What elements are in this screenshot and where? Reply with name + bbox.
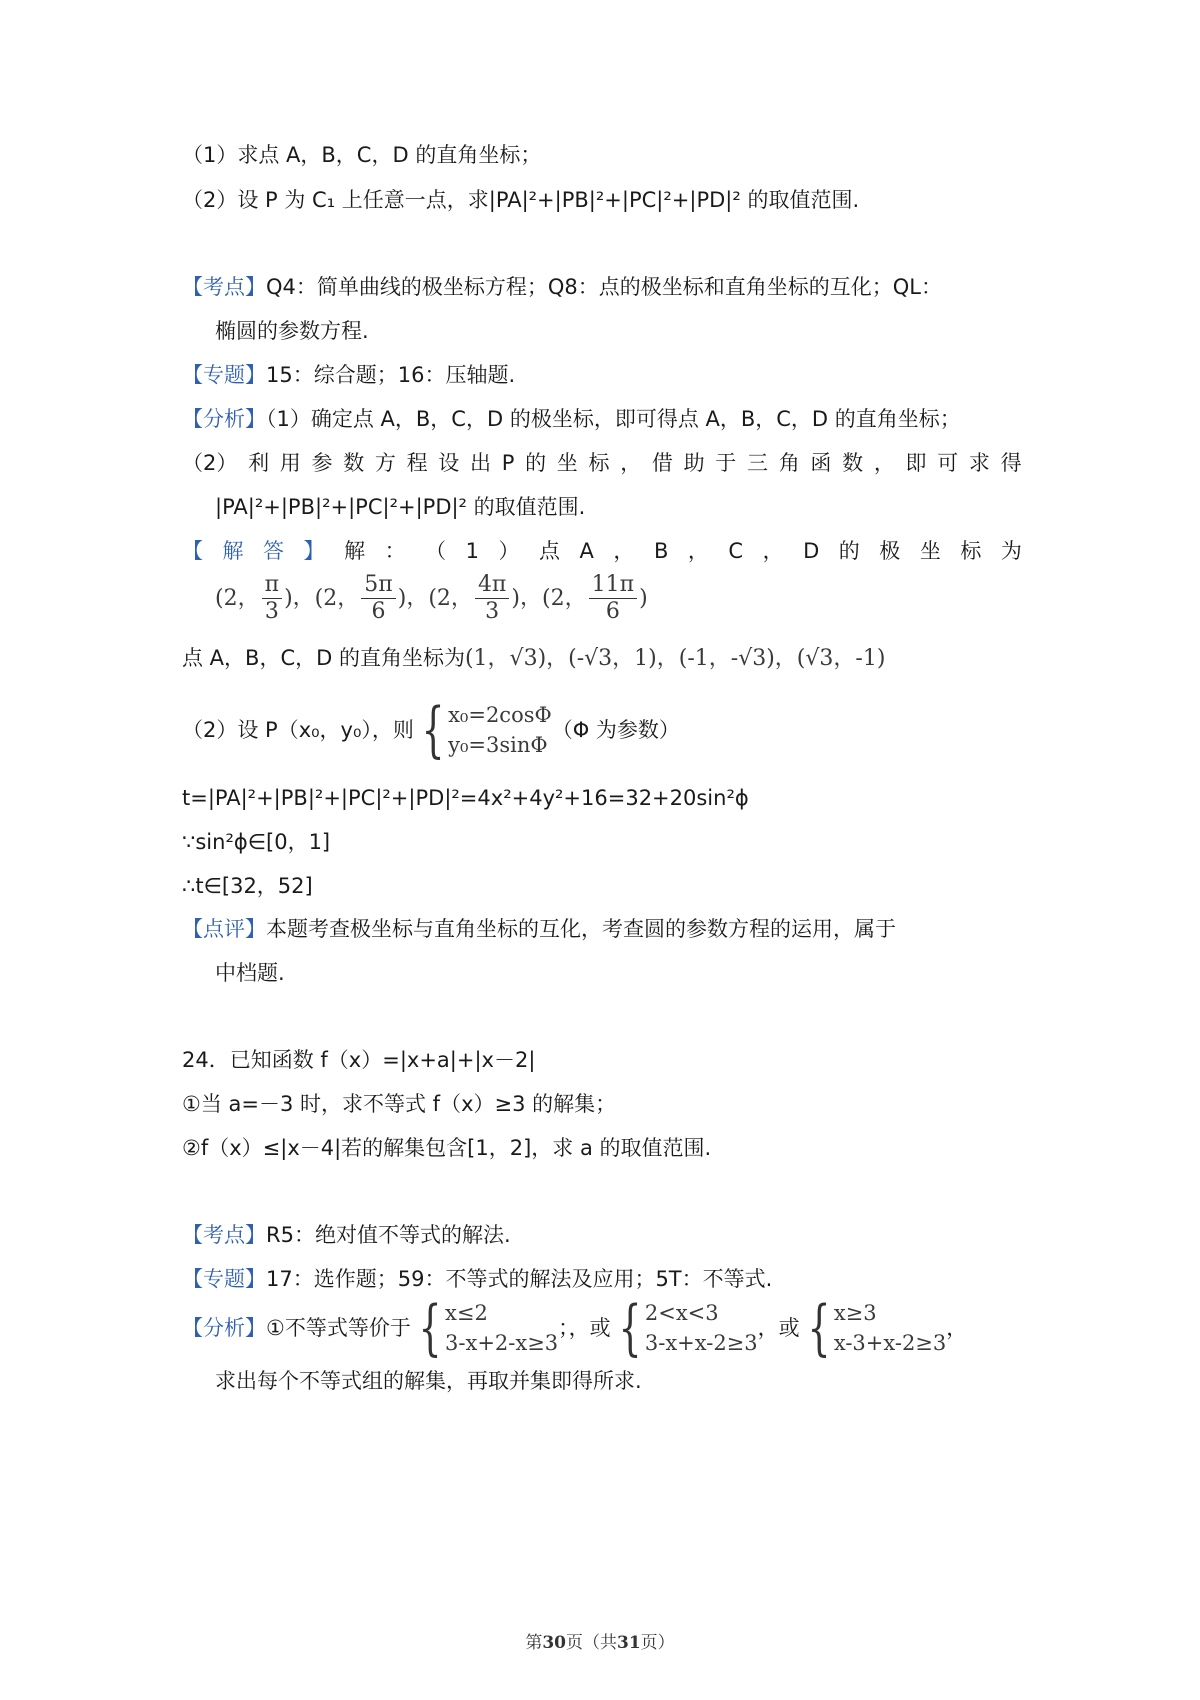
word: 数	[343, 451, 365, 475]
word: 方	[374, 451, 396, 475]
word: A	[579, 539, 594, 563]
polar-radius: (2，	[428, 585, 473, 611]
word: 极	[879, 539, 901, 563]
sys2-row-1: 2<x<3	[644, 1301, 719, 1325]
word: 【	[182, 539, 203, 563]
word: 得	[1000, 451, 1022, 475]
word: 的	[838, 539, 860, 563]
word: 数	[842, 451, 864, 475]
sys3-row-2: x-3+x-2≥3	[833, 1331, 947, 1355]
word: 设	[438, 451, 460, 475]
brace-icon: {	[807, 1293, 831, 1363]
word: 借	[651, 451, 673, 475]
footer-prefix: 第	[525, 1633, 543, 1653]
zhuanti-line	[182, 360, 515, 390]
separator-1: ；，或	[558, 1316, 611, 1340]
polar-close: )	[639, 585, 648, 611]
coord-separator: ，	[520, 585, 543, 611]
sys3-row-1: x≥3	[833, 1301, 877, 1325]
kaodian-text: Q4：简单曲线的极坐标方程；Q8：点的极坐标和直角坐标的互化；QL：	[266, 275, 943, 299]
rect-coords-line	[182, 643, 885, 674]
rect-intro: 点 A，B，C，D 的直角坐标为	[182, 646, 465, 670]
param-system	[414, 695, 552, 765]
jieda-justified-line	[182, 536, 1022, 566]
polar-coord	[215, 572, 293, 624]
word: 标	[960, 539, 982, 563]
rect-coords: (1，√3)，(-√3，1)，(-1，-√3)，(√3，-1)	[464, 646, 886, 671]
fraction-numerator: 11π	[589, 574, 637, 599]
polar-close: )	[397, 585, 407, 611]
coord-separator: ，	[406, 585, 429, 611]
because-line: ∵sin²ϕ∈[0，1]	[182, 830, 331, 854]
word: 助	[683, 451, 705, 475]
polar-radius: (2，	[215, 585, 260, 611]
brace-icon: {	[618, 1293, 642, 1363]
footer-suffix: 页）	[640, 1633, 675, 1653]
q24-kaodian-line	[182, 1220, 511, 1250]
sys1-row-1: x≤2	[445, 1301, 488, 1325]
word: ：	[384, 539, 406, 563]
word: 坐	[919, 539, 941, 563]
inequality-system-1	[411, 1293, 559, 1363]
word: C	[728, 539, 744, 563]
word: 标	[588, 451, 610, 475]
q24-fenxi-line	[182, 1293, 968, 1363]
separator-2: ，或	[757, 1316, 800, 1340]
fraction-denominator: 3	[485, 599, 500, 624]
fenxi-line	[182, 404, 961, 434]
word: 点	[539, 539, 561, 563]
dianping-tag: 【点评】	[182, 917, 266, 941]
word: 解	[222, 539, 244, 563]
kaodian-tag: 【考点】	[182, 275, 266, 299]
q24-stem: 24．已知函数 f（x）=|x+a|+|x－2|	[182, 1048, 536, 1072]
word: ）	[498, 539, 520, 563]
word: （	[425, 539, 447, 563]
zhuanti-tag: 【专题】	[182, 363, 266, 387]
word: 坐	[556, 451, 578, 475]
q24-zhuanti-tag: 【专题】	[182, 1267, 266, 1291]
fenxi-text: （1）确定点 A，B，C，D 的极坐标，即可得点 A，B，C，D 的直角坐标；	[266, 407, 961, 431]
word: ，	[762, 539, 784, 563]
word: 1	[465, 539, 479, 563]
word: 解	[344, 539, 366, 563]
word: 程	[406, 451, 428, 475]
zhuanti-text: 15：综合题；16：压轴题.	[266, 363, 516, 387]
word: 的	[525, 451, 547, 475]
footer-mid: 页（共	[566, 1633, 617, 1653]
word: （2）	[182, 451, 238, 475]
q24-sub-2: ②f（x）≤|x－4|若的解集包含[1，2]，求 a 的取值范围.	[182, 1136, 712, 1160]
q24-fenxi-tag: 【分析】	[182, 1316, 266, 1340]
separator-3: ，	[946, 1316, 968, 1340]
dianping-line	[182, 914, 896, 944]
word: 求	[968, 451, 990, 475]
therefore-line: ∴t∈[32，52]	[182, 874, 313, 898]
polar-angle-fraction	[262, 574, 282, 623]
fraction-numerator: 4π	[475, 574, 509, 599]
word: ，	[687, 539, 709, 563]
q24-kaodian-text: R5：绝对值不等式的解法.	[266, 1223, 511, 1247]
word: 三	[747, 451, 768, 475]
fraction-numerator: 5π	[361, 574, 395, 599]
polar-close: )	[511, 585, 520, 611]
word: 用	[279, 451, 301, 475]
polar-angle-fraction	[361, 574, 395, 623]
coord-separator: ，	[292, 585, 315, 611]
kaodian-text-cont: 椭圆的参数方程.	[215, 319, 369, 343]
word: 参	[311, 451, 333, 475]
brace-icon: {	[421, 695, 445, 765]
total-pages: 31	[617, 1633, 641, 1653]
polar-radius: (2，	[314, 585, 360, 611]
q24-fenxi-cont: 求出每个不等式组的解集，再取并集即得所求.	[215, 1369, 642, 1393]
word: D	[803, 539, 820, 563]
kaodian-line	[182, 272, 942, 302]
word: 出	[470, 451, 491, 475]
sys1-row-2: 3-x+2-x≥3	[445, 1331, 559, 1355]
page-number: 30	[542, 1633, 566, 1653]
word: P	[501, 451, 515, 475]
question-part-2: （2）设 P 为 C₁ 上任意一点，求|PA|²+|PB|²+|PC|²+|PD|² 的取值范围.	[182, 188, 860, 212]
word: 答	[263, 539, 285, 563]
word: 即	[905, 451, 927, 475]
word: 】	[303, 539, 325, 563]
inequality-system-3	[800, 1293, 947, 1363]
param-note: （Φ 为参数）	[551, 718, 680, 742]
polar-angle-fraction	[589, 574, 637, 623]
word: 可	[937, 451, 959, 475]
inequality-system-2	[611, 1293, 758, 1363]
fraction-numerator: π	[262, 574, 282, 599]
fraction-denominator: 3	[264, 599, 279, 624]
polar-coords	[215, 574, 648, 623]
question-part-1: （1）求点 A，B，C，D 的直角坐标；	[182, 143, 542, 167]
q24-kaodian-tag: 【考点】	[182, 1223, 266, 1247]
brace-icon: {	[418, 1293, 442, 1363]
q24-fenxi-lead: ①不等式等价于	[266, 1316, 411, 1340]
word: ，	[873, 451, 895, 475]
part2-intro: （2）设 P（x₀，y₀），则	[182, 718, 414, 742]
sys2-row-2: 3-x+x-2≥3	[644, 1331, 758, 1355]
dianping-text-cont: 中档题.	[215, 961, 285, 985]
dianping-text: 本题考查极坐标与直角坐标的互化，考查圆的参数方程的运用，属于	[266, 917, 896, 941]
polar-angle-fraction	[475, 574, 509, 623]
fenxi-justified-line	[182, 448, 1022, 478]
polar-close: )	[284, 585, 293, 611]
param-line	[182, 695, 680, 765]
polar-radius: (2，	[542, 585, 587, 611]
param-row-1: x₀=2cosΦ	[448, 703, 552, 727]
fenxi-text-cont: |PA|²+|PB|²+|PC|²+|PD|² 的取值范围.	[215, 495, 586, 519]
word: ，	[613, 539, 635, 563]
t-line: t=|PA|²+|PB|²+|PC|²+|PD|²=4x²+4y²+16=32+20sin²ϕ	[182, 786, 749, 810]
q24-zhuanti-line	[182, 1264, 772, 1294]
fraction-denominator: 6	[605, 599, 620, 624]
param-row-2: y₀=3sinΦ	[448, 733, 548, 757]
fraction-denominator: 6	[371, 599, 386, 624]
word: 函	[810, 451, 832, 475]
word: 于	[715, 451, 737, 475]
page-footer	[0, 1628, 1200, 1653]
word: 角	[778, 451, 800, 475]
word: ，	[620, 451, 642, 475]
word: 为	[1000, 539, 1022, 563]
word: B	[653, 539, 669, 563]
q24-zhuanti-text: 17：选作题；59：不等式的解法及应用；5T：不等式.	[266, 1267, 773, 1291]
fenxi-tag: 【分析】	[182, 407, 266, 431]
q24-sub-1: ①当 a=－3 时，求不等式 f（x）≥3 的解集；	[182, 1092, 617, 1116]
word: 利	[248, 451, 270, 475]
